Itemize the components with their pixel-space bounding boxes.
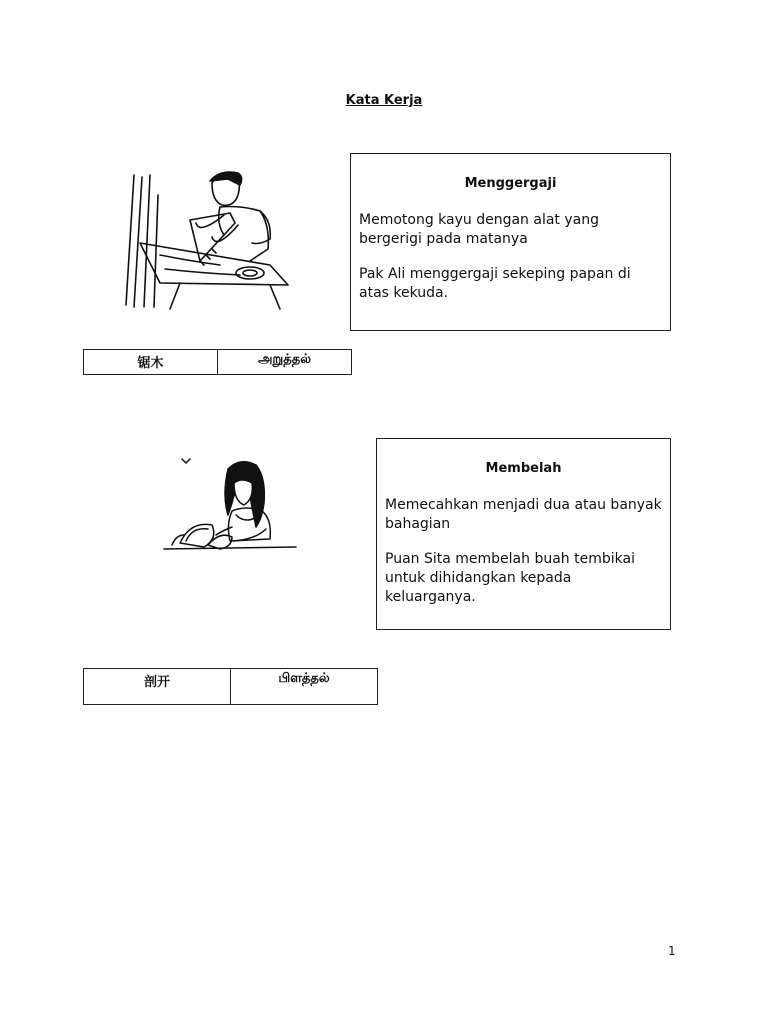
chinese-translation: 锯木 [84, 350, 218, 375]
translation-table-membelah [83, 668, 378, 705]
entry-example: Puan Sita membelah buah tembikai untuk dihidangkan kepada keluarganya. [385, 551, 635, 605]
entry-word: Menggergaji [464, 176, 557, 191]
entry-word: Membelah [485, 461, 562, 476]
chinese-translation: 剖开 [84, 669, 231, 705]
entry-example: Pak Ali menggergaji sekeping papan di atas kekuda. [359, 266, 631, 301]
tamil-translation: அறுத்தல் [218, 350, 352, 375]
woman-cutting-watermelon-illustration [160, 455, 300, 565]
man-sawing-wood-illustration [120, 165, 315, 315]
entry-definition: Memecahkan menjadi dua atau banyak bahagian [385, 497, 662, 532]
entry-definition: Memotong kayu dengan alat yang bergerigi pada matanya [359, 212, 599, 247]
page-number: 1 [668, 944, 676, 958]
tamil-translation: பிளத்தல் [231, 669, 378, 705]
page-title: Kata Kerja [345, 93, 423, 108]
definition-box-menggergaji [350, 153, 671, 331]
translation-table-menggergaji [83, 349, 352, 375]
definition-box-membelah [376, 438, 671, 630]
